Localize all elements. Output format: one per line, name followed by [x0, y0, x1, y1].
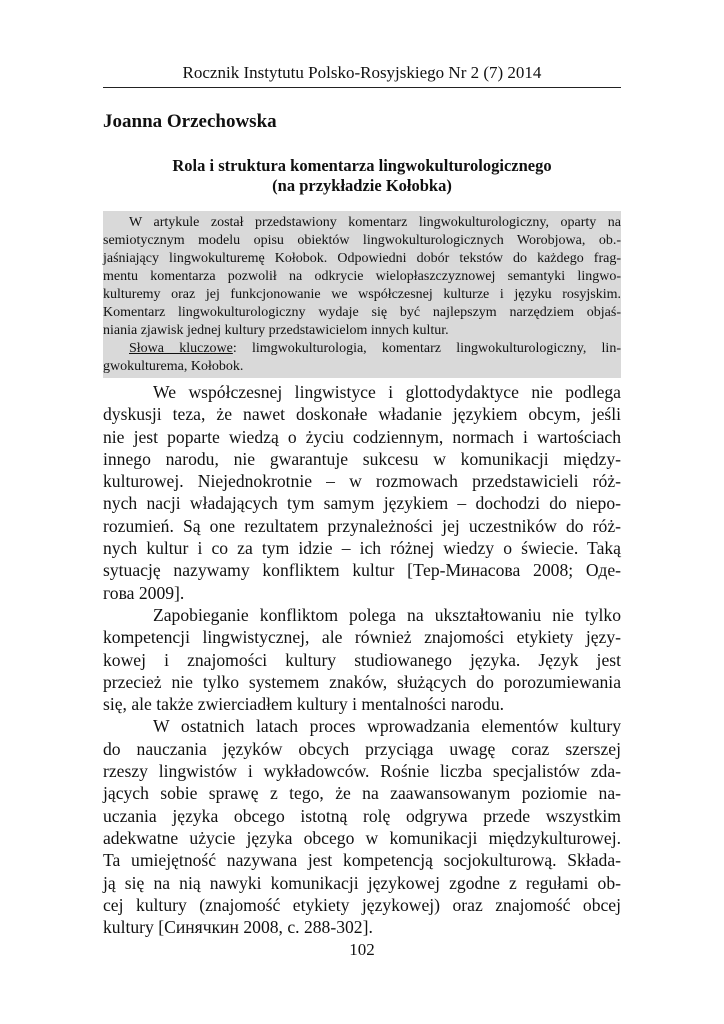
body-line: innego narodu, nie gwarantuje sukcesu w komunikacji między-: [103, 448, 621, 469]
body-line: nie jest poparte wiedzą o życiu codziennym, normach i wartościach: [103, 426, 621, 447]
body-line: sytuację nazywamy konfliktem kultur [Тер-Минасова 2008; Оде-: [103, 560, 621, 581]
body-line: adekwatne użycie języka obcego w komunikacji międzykulturowej.: [103, 827, 621, 848]
paragraph-2: [103, 604, 621, 715]
keywords-line-2: gwokulturema, Kołobok.: [103, 359, 244, 374]
keywords-label: Słowa kluczowe: [129, 341, 233, 356]
body-line: cej kultury (znajomość etykiety językowej) oraz znajomość obcej: [103, 894, 621, 915]
body-line: dyskusji teza, że nawet doskonałe władanie językiem obcym, jeśli: [103, 404, 621, 425]
body-line: rozumień. Są one rezultatem przynależności jej uczestników do róż-: [103, 515, 621, 536]
abstract-line: jaśniający lingwokulturemę Kołobok. Odpowiedni dobór tekstów do każdego frag-: [103, 251, 621, 266]
body-line: kowej i znajomości kultury studiowanego języka. Język jest: [103, 649, 621, 670]
page-number: 102: [349, 940, 375, 959]
abstract-line: W artykule został przedstawiony komentarz lingwokulturologiczny, oparty na: [129, 215, 621, 230]
body-line: Ta umiejętność nazywana jest kompetencją socjokulturową. Składa-: [103, 850, 621, 871]
body-line: jących sobie sprawę z tego, że na zaawansowanym poziomie na-: [103, 783, 621, 804]
body-line: гова 2009].: [103, 582, 185, 603]
abstract-line: kulturemy oraz jej funkcjonowanie we współczesnej kulturze i języku rosyjskim.: [103, 287, 621, 302]
header-rule: [103, 87, 621, 88]
abstract-line: niania zjawisk jednej kultury przedstawicielom innych kultur.: [103, 323, 449, 338]
body-line: kompetencji lingwistycznej, ale również znajomości etykiety języ-: [103, 627, 621, 648]
journal-header: Rocznik Instytutu Polsko-Rosyjskiego Nr 2 (7) 2014: [182, 63, 542, 82]
keywords-text: : limgwokulturologia, komentarz lingwokulturologiczny, lin-: [232, 341, 621, 356]
author-name: Joanna Orzechowska: [103, 111, 277, 132]
body-line: się, ale także zwierciadłem kultury i mentalności narodu.: [103, 694, 505, 715]
abstract-line: mentu komentarza pozwolił na odkrycie wielopłaszczyznowej semantyki lingwo-: [103, 269, 621, 284]
abstract-box: [103, 211, 621, 378]
title-line-2: (na przykładzie Kołobka): [272, 176, 452, 195]
body-line: kulturowej. Niejednokrotnie – w rozmowach przedstawicieli róż-: [103, 471, 621, 492]
body-line: rzeszy lingwistów i wykładowców. Rośnie liczba specjalistów zda-: [103, 761, 621, 782]
body-line: nych nacji władających tym samym językiem – dochodzi do niepo-: [103, 493, 621, 514]
body-line: przecież nie tylko systemem znaków, służących do porozumiewania: [103, 671, 621, 692]
title-line-1: Rola i struktura komentarza lingwokulturologicznego: [172, 156, 552, 175]
article-body: [103, 381, 621, 938]
body-line: Zapobieganie konfliktom polega na ukształtowaniu nie tylko: [153, 604, 621, 625]
body-line: uczania języka obcego istotną rolę odgrywa przede wszystkim: [103, 805, 621, 826]
body-line: kultury [Синячкин 2008, с. 288-302].: [103, 917, 373, 938]
abstract-line: Komentarz lingwokulturologiczny wydaje się być najlepszym narzędziem objaś-: [103, 305, 621, 320]
body-line: nych kultur i co za tym idzie – ich różnej wiedzy o świecie. Taką: [103, 538, 621, 559]
abstract-line: semiotycznym modelu opisu obiektów lingwokulturologicznych Worobjowa, ob.-: [103, 233, 621, 248]
article-title: [103, 156, 621, 196]
paragraph-1: [103, 381, 621, 604]
body-line: do nauczania języków obcych przyciąga uwagę coraz szerszej: [103, 738, 621, 759]
keywords-line: [103, 340, 621, 358]
paragraph-3: [103, 715, 621, 938]
body-line: ją się na nią nawyki komunikacji językowej zgodne z regułami ob-: [103, 872, 621, 893]
body-line: W ostatnich latach proces wprowadzania elementów kultury: [153, 716, 621, 737]
body-line: We współczesnej lingwistyce i glottodydaktyce nie podlega: [153, 382, 621, 402]
